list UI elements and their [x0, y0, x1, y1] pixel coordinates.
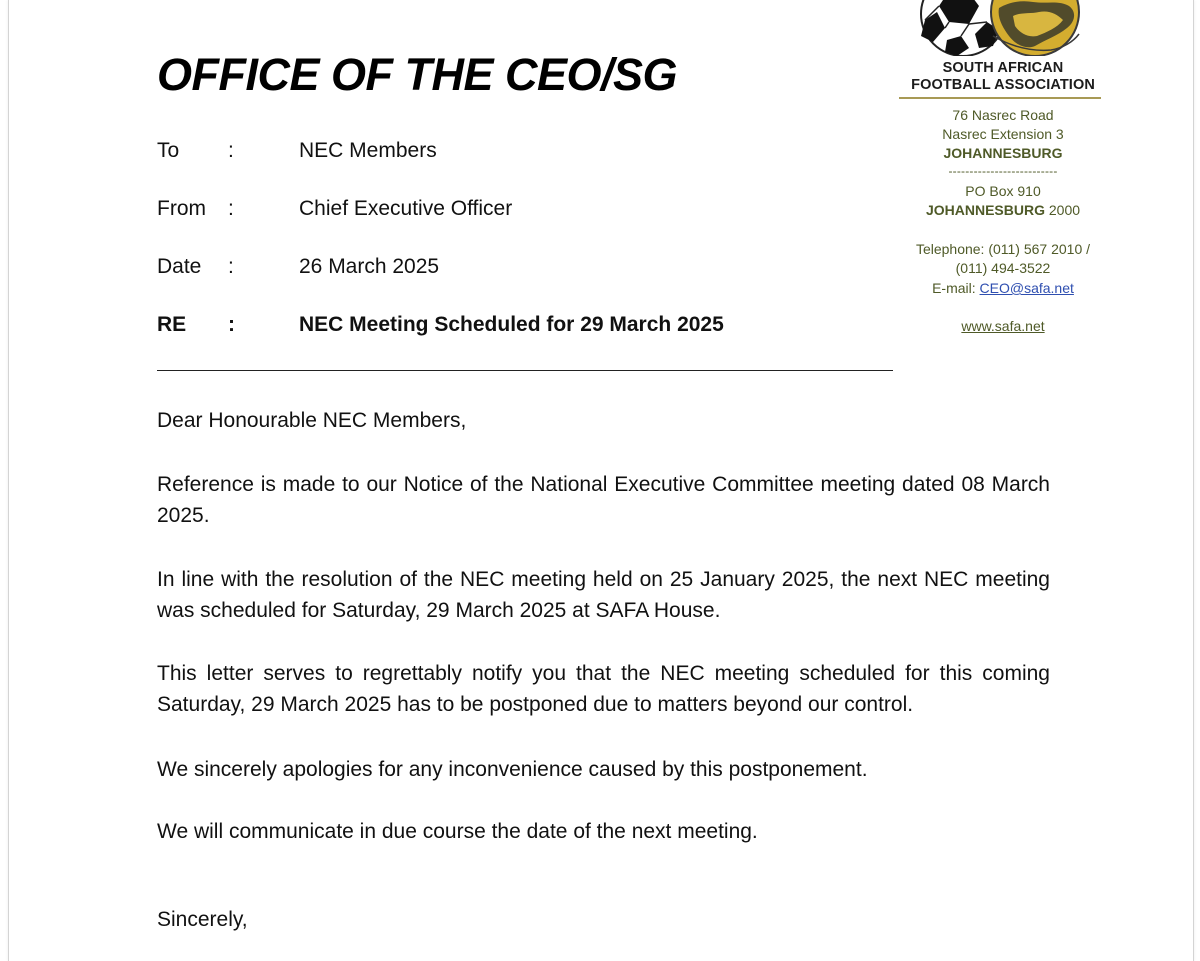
org-name: [885, 60, 1121, 94]
org-name-line2: FOOTBALL ASSOCIATION: [911, 77, 1095, 93]
memo-label: From: [157, 197, 206, 220]
telephone-line1: Telephone: (011) 567 2010 /: [915, 241, 1091, 257]
body-paragraph: In line with the resolution of the NEC meeting held on 25 January 2025, the next NEC meeting was scheduled for Saturday, 29 March 2025 at SAFA House.: [157, 568, 1050, 622]
telephone-line2: (011) 494-3522: [955, 260, 1051, 276]
address-separator: --------------------------: [948, 164, 1058, 178]
memo-label: Date: [157, 255, 202, 278]
body-paragraph: We will communicate in due course the date of the next meeting.: [157, 820, 758, 843]
po-city: JOHANNESBURG: [925, 202, 1045, 218]
memo-colon: :: [228, 197, 234, 220]
body-paragraph: We sincerely apologies for any inconvenience caused by this postponement.: [157, 758, 868, 781]
page-title: OFFICE OF THE CEO/SG: [157, 49, 678, 100]
salutation: Dear Honourable NEC Members,: [157, 409, 467, 432]
memo-label: RE: [157, 313, 187, 336]
email-line: [885, 279, 1121, 298]
org-name-line1: SOUTH AFRICAN: [942, 60, 1064, 76]
email-link[interactable]: CEO@safa.net: [979, 280, 1074, 296]
header-divider: [157, 370, 893, 371]
safa-logo-icon: [917, 0, 1087, 56]
memo-value: NEC Meeting Scheduled for 29 March 2025: [299, 313, 724, 336]
po-code: 2000: [1048, 202, 1081, 218]
po-box: PO Box 910: [965, 183, 1041, 199]
email-label: E-mail:: [932, 280, 976, 296]
letter-page: [8, 0, 1194, 961]
po-city-line: [885, 201, 1121, 220]
address-extension: Nasrec Extension 3: [942, 126, 1064, 142]
memo-label: To: [157, 139, 180, 162]
memo-colon: :: [228, 255, 234, 278]
letterhead-divider: [899, 97, 1101, 99]
website-line: [885, 317, 1121, 336]
memo-value: Chief Executive Officer: [299, 197, 513, 220]
closing: Sincerely,: [157, 908, 248, 931]
memo-value: 26 March 2025: [299, 255, 440, 278]
memo-colon: :: [228, 313, 235, 336]
memo-value: NEC Members: [299, 139, 437, 162]
memo-colon: :: [228, 139, 234, 162]
address-street: 76 Nasrec Road: [952, 107, 1054, 123]
website-link[interactable]: www.safa.net: [961, 318, 1045, 334]
body-paragraph: This letter serves to regrettably notify you that the NEC meeting scheduled for this coming Saturday, 29 March 2025 has to be postponed due to matters beyond our control.: [157, 662, 1050, 716]
body-paragraph: Reference is made to our Notice of the National Executive Committee meeting dated 08 March 2025.: [157, 473, 1050, 527]
address-city: JOHANNESBURG: [943, 145, 1063, 161]
